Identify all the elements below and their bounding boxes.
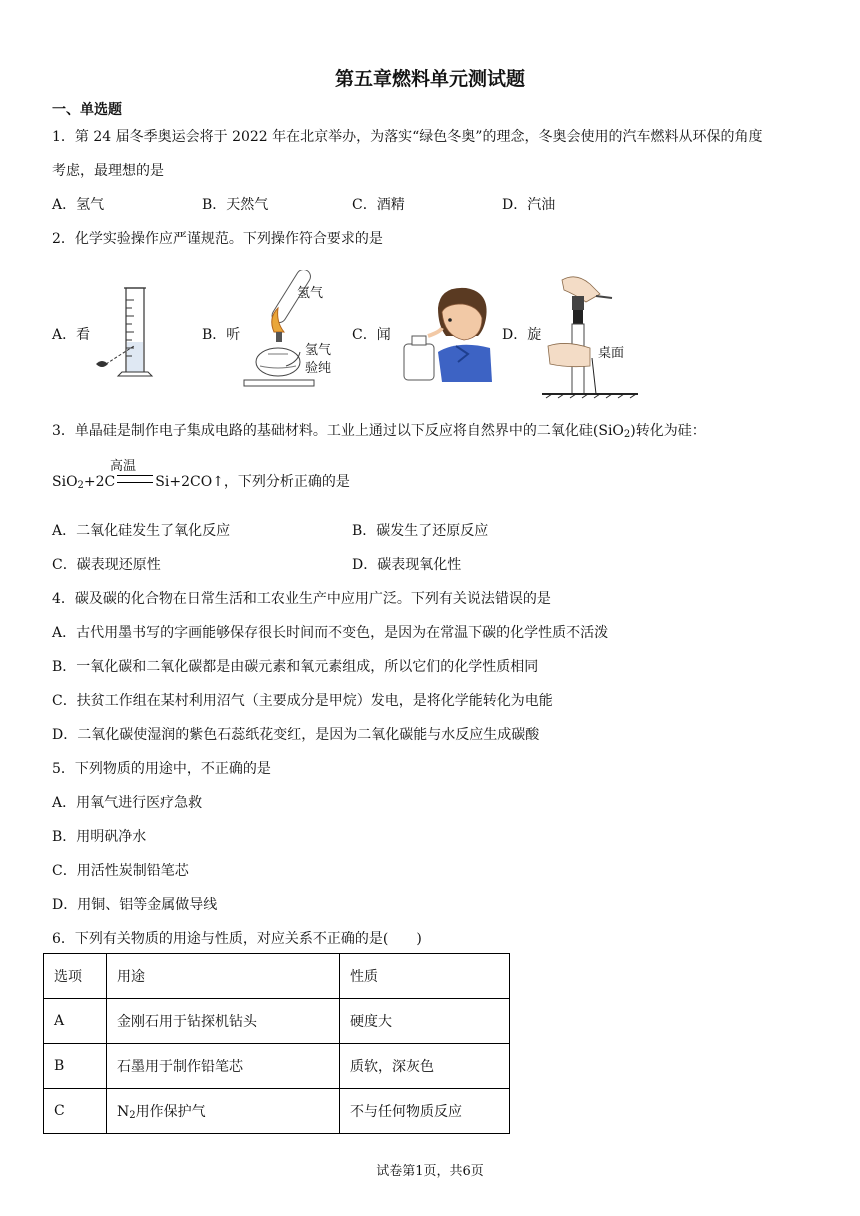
- q5-stem: 5．下列物质的用途中，不正确的是: [52, 761, 271, 777]
- table-surface-label: 桌面: [598, 346, 625, 361]
- q3-option-b: B．碳发生了还原反应: [352, 523, 489, 539]
- table-header-row: [44, 954, 510, 999]
- row-c-use: $N_2$用作保护气: [107, 1089, 340, 1134]
- page-footer: 试卷第1页，共6页: [376, 1164, 484, 1179]
- q4-option-c: C．扶贫工作组在某村利用沼气（主要成分是甲烷）发电，是将化学能转化为电能: [52, 693, 553, 709]
- q3-option-a: A．二氧化硅发生了氧化反应: [52, 523, 231, 539]
- header-option: 选项: [44, 954, 107, 999]
- reaction-condition: 高温: [110, 459, 137, 474]
- table-row: [44, 1044, 510, 1089]
- row-a-use: 金刚石用于钻探机钻头: [107, 999, 340, 1044]
- q6-table: [43, 953, 510, 1134]
- q3-option-c: C．碳表现还原性: [52, 557, 161, 573]
- q2-option-d: D．旋: [502, 327, 542, 343]
- row-a-property: 硬度大: [340, 999, 510, 1044]
- q5-option-a: A．用氧气进行医疗急救: [52, 795, 203, 811]
- q3-stem-line1: 3．单晶硅是制作电子集成电路的基础材料。工业上通过以下反应将自然界中的二氧化硅(SiO$_2$)转化为硅：: [52, 423, 706, 440]
- q2-option-b: B．听: [202, 327, 241, 343]
- graduated-cylinder-figure: [92, 282, 164, 382]
- q4-option-d: D．二氧化碳使湿润的紫色石蕊纸花变红，是因为二氧化碳能与水反应生成碳酸: [52, 727, 540, 743]
- row-c-option: C: [44, 1089, 107, 1134]
- hydrogen-test-label-line1: 氢气: [305, 343, 332, 358]
- header-property: 性质: [340, 954, 510, 999]
- q5-option-c: C．用活性炭制铅笔芯: [52, 863, 189, 879]
- row-b-property: 质软，深灰色: [340, 1044, 510, 1089]
- q5-option-d: D．用铜、铝等金属做导线: [52, 897, 218, 913]
- header-use: 用途: [107, 954, 340, 999]
- q6-stem: 6．下列有关物质的用途与性质，对应关系不正确的是( ): [52, 931, 422, 947]
- q1-stem-line2: 考虑，最理想的是: [52, 163, 164, 179]
- row-b-option: B: [44, 1044, 107, 1089]
- smelling-figure: [398, 282, 494, 382]
- q1-option-d: D．汽油: [502, 197, 556, 213]
- q5-option-b: B．用明矾净水: [52, 829, 147, 845]
- q1-option-c: C．酒精: [352, 197, 405, 213]
- hydrogen-label: 氢气: [297, 286, 324, 301]
- row-b-use: 石墨用于制作铅笔芯: [107, 1044, 340, 1089]
- table-row: [44, 999, 510, 1044]
- equals-sign: [117, 475, 153, 483]
- page-title: 第五章燃料单元测试题: [334, 68, 525, 90]
- q3-option-d: D．碳表现氧化性: [352, 557, 462, 573]
- table-row: [44, 1089, 510, 1134]
- q4-stem: 4．碳及碳的化合物在日常生活和工农业生产中应用广泛。下列有关说法错误的是: [52, 591, 551, 607]
- row-c-property: 不与任何物质反应: [340, 1089, 510, 1134]
- q2-stem: 2．化学实验操作应严谨规范。下列操作符合要求的是: [52, 231, 383, 247]
- q2-option-c: C．闻: [352, 327, 391, 343]
- q2-option-a: A．看: [52, 327, 91, 343]
- q4-option-b: B．一氧化碳和二氧化碳都是由碳元素和氧元素组成，所以它们的化学性质相同: [52, 659, 539, 675]
- q3-equation: SiO$_2$+2C Si+2CO↑，下列分析正确的是: [52, 474, 350, 491]
- row-a-option: A: [44, 999, 107, 1044]
- q1-option-a: A．氢气: [52, 197, 105, 213]
- hydrogen-test-label-line2: 验纯: [305, 361, 332, 376]
- test-tube-figure: [542, 272, 638, 404]
- q1-stem-line1: 1．第 24 届冬季奥运会将于 2022 年在北京举办，为落实“绿色冬奥”的理念，冬奥会使用的汽车燃料从环保的角度: [52, 129, 763, 145]
- q4-option-a: A．古代用墨书写的字画能够保存很长时间而不变色，是因为在常温下碳的化学性质不活泼: [52, 625, 609, 641]
- q1-option-b: B．天然气: [202, 197, 269, 213]
- section-heading: 一、单选题: [52, 102, 122, 118]
